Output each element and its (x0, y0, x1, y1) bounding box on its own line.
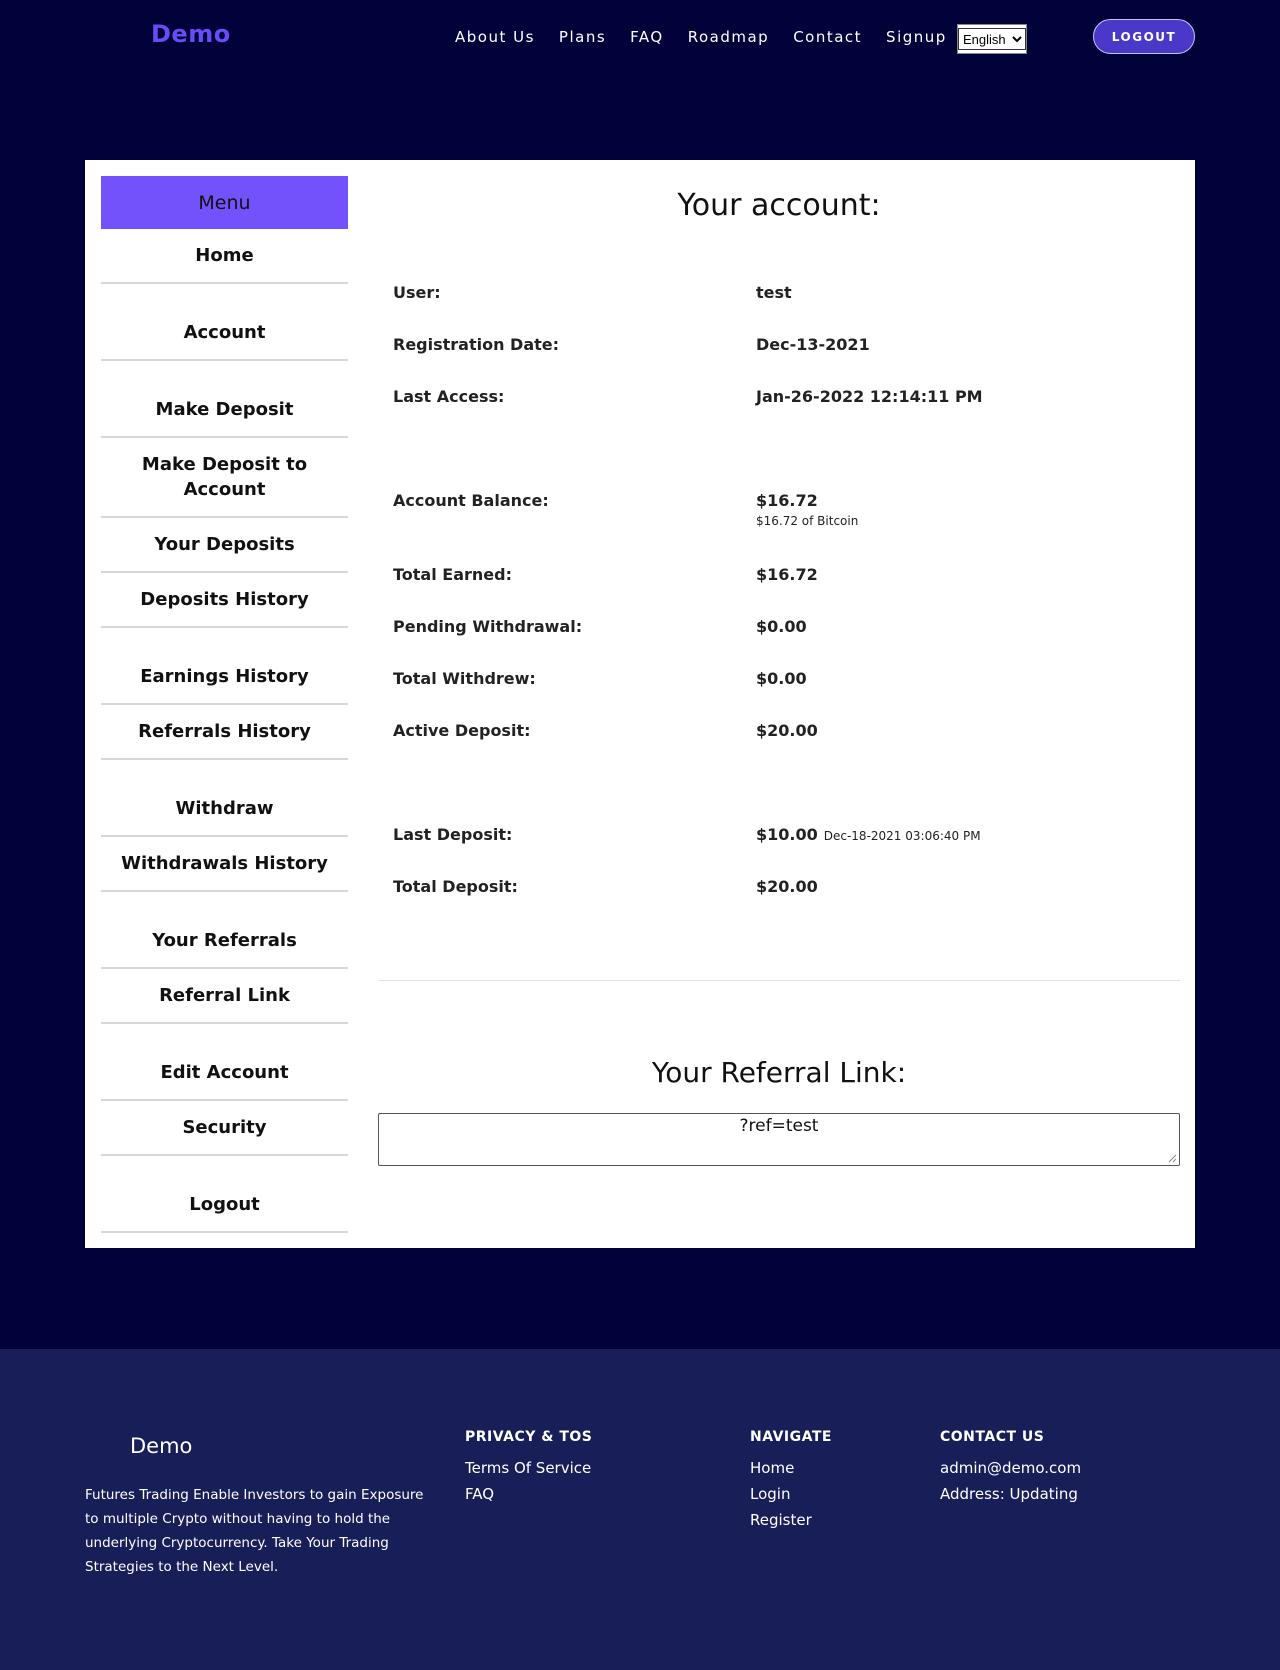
sidebar-item-make-deposit[interactable]: Make Deposit (101, 361, 348, 438)
language-selector-box (957, 24, 1027, 54)
sidebar-item-referrals-history[interactable]: Referrals History (101, 705, 348, 760)
sidebar-item-withdrawals-history[interactable]: Withdrawals History (101, 837, 348, 892)
account-title: Your account: (677, 188, 881, 223)
registration-label: Registration Date: (393, 335, 560, 354)
footer-contact-heading: CONTACT US (940, 1429, 1045, 1445)
referral-title: Your Referral Link: (651, 1056, 907, 1089)
balance-label: Account Balance: (393, 491, 549, 510)
sidebar-item-account[interactable]: Account (101, 284, 348, 361)
footer-contact-column (940, 1429, 1081, 1507)
earned-value: $16.72 (756, 565, 818, 584)
last-access-label: Last Access: (393, 387, 505, 406)
sidebar-item-referral-link[interactable]: Referral Link (101, 969, 348, 1024)
footer-contact-address: Address: Updating (940, 1485, 1078, 1503)
sidebar-item-deposits-history[interactable]: Deposits History (101, 573, 348, 628)
footer-contact-email[interactable]: admin@demo.com (940, 1459, 1082, 1477)
earned-label: Total Earned: (393, 565, 512, 584)
nav-signup[interactable]: Signup (886, 28, 947, 46)
footer-navigate-heading: NAVIGATE (750, 1429, 832, 1445)
last-deposit-date: Dec-18-2021 03:06:40 PM (823, 829, 981, 843)
user-value: test (756, 283, 792, 302)
total-deposit-value: $20.00 (756, 877, 818, 896)
sidebar-item-earnings-history[interactable]: Earnings History (101, 628, 348, 705)
logout-button[interactable]: LOGOUT (1093, 19, 1195, 54)
registration-value: Dec-13-2021 (756, 335, 870, 354)
resize-handle-icon[interactable] (1168, 1154, 1177, 1163)
total-deposit-label: Total Deposit: (393, 877, 518, 896)
nav-contact[interactable]: Contact (793, 28, 863, 46)
balance-value: $16.72 (756, 491, 818, 510)
menu-heading: Menu (101, 176, 348, 229)
withdrew-label: Total Withdrew: (393, 669, 536, 688)
site-footer (0, 1349, 1280, 1670)
footer-privacy-heading: PRIVACY & TOS (465, 1429, 593, 1445)
sidebar-item-withdraw[interactable]: Withdraw (101, 760, 348, 837)
footer-link-terms[interactable]: Terms Of Service (465, 1459, 592, 1477)
footer-link-login[interactable]: Login (750, 1485, 791, 1503)
active-deposit-label: Active Deposit: (393, 721, 531, 740)
footer-privacy-column (465, 1429, 592, 1507)
last-access-value: Jan-26-2022 12:14:11 PM (756, 387, 983, 406)
footer-navigate-column (750, 1429, 832, 1533)
footer-link-faq[interactable]: FAQ (465, 1485, 495, 1503)
last-deposit-value: $10.00 (756, 825, 818, 844)
nav-roadmap[interactable]: Roadmap (687, 28, 770, 46)
balance-sub: $16.72 of Bitcoin (756, 514, 859, 528)
sidebar-item-logout[interactable]: Logout (101, 1156, 348, 1233)
sidebar-item-your-deposits[interactable]: Your Deposits (101, 518, 348, 573)
top-nav (455, 28, 971, 46)
sidebar-item-edit-account[interactable]: Edit Account (101, 1024, 348, 1101)
nav-about-us[interactable]: About Us (455, 28, 535, 46)
footer-link-register[interactable]: Register (750, 1511, 812, 1529)
last-deposit-value-block (756, 825, 981, 844)
pending-value: $0.00 (756, 617, 807, 636)
footer-description: Futures Trading Enable Investors to gain Exposure to multiple Crypto without having to hold the underlying Cryptocurrency. Take Your Trading Strategies to the Next Level. (85, 1487, 424, 1575)
sidebar-item-security[interactable]: Security (101, 1101, 348, 1156)
sidebar-item-make-deposit-to-account[interactable]: Make Deposit to Account (101, 438, 348, 518)
section-divider (378, 980, 1180, 981)
account-panel (85, 160, 1195, 1248)
nav-plans[interactable]: Plans (558, 28, 607, 46)
user-label: User: (393, 283, 441, 302)
language-select[interactable] (958, 28, 1026, 50)
sidebar-item-your-referrals[interactable]: Your Referrals (101, 892, 348, 969)
referral-link-textarea[interactable] (378, 1113, 1180, 1166)
last-deposit-label: Last Deposit: (393, 825, 513, 844)
sidebar-menu (101, 176, 348, 1233)
referral-link-text: ?ref=test (739, 1116, 819, 1136)
footer-link-home[interactable]: Home (750, 1459, 795, 1477)
active-deposit-value: $20.00 (756, 721, 818, 740)
nav-faq[interactable]: FAQ (630, 28, 664, 46)
site-header (0, 0, 1280, 80)
withdrew-value: $0.00 (756, 669, 807, 688)
sidebar-item-home[interactable]: Home (101, 229, 348, 284)
pending-label: Pending Withdrawal: (393, 617, 583, 636)
footer-logo[interactable]: Demo (130, 1434, 193, 1458)
site-logo[interactable]: Demo (151, 20, 231, 48)
balance-value-block (756, 491, 858, 529)
